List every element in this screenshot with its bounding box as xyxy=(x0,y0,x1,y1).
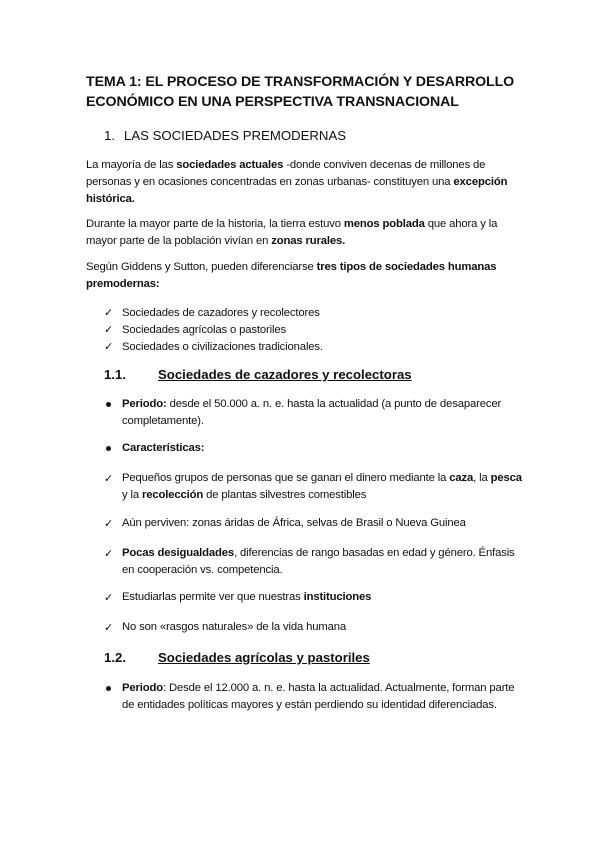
check-mark-icon: ✓ xyxy=(104,517,114,530)
list-item-text: Sociedades de cazadores y recolectores xyxy=(122,307,320,319)
check-mark-icon: ✓ xyxy=(104,472,114,485)
bullet-icon xyxy=(106,686,111,691)
check-mark-icon: ✓ xyxy=(104,621,114,634)
section-number: 1. xyxy=(104,128,115,143)
bold-run: Periodo xyxy=(122,682,164,694)
list-item xyxy=(104,338,524,355)
check-mark-icon: ✓ xyxy=(104,547,114,560)
bold-run: instituciones xyxy=(303,591,372,603)
list-item-text: No son «rasgos naturales» de la vida humana xyxy=(122,621,347,633)
list-item-text: Aún perviven: zonas áridas de África, selvas de Brasil o Nueva Guinea xyxy=(122,517,466,529)
check-mark-icon: ✓ xyxy=(104,323,114,336)
subsection-heading-text: Sociedades de cazadores y recolectoras xyxy=(158,367,412,382)
bold-run: menos poblada xyxy=(343,218,425,230)
subsection-number: 1.1. xyxy=(104,367,126,382)
bold-run: excepción histórica. xyxy=(86,176,508,205)
caracteristicas-item xyxy=(104,440,524,457)
bold-run: Pocas desigualdades xyxy=(122,547,235,559)
society-types-list xyxy=(104,304,524,355)
check-mark-icon: ✓ xyxy=(104,306,114,319)
list-item xyxy=(104,619,524,636)
paragraph-sociedades-actuales xyxy=(86,157,526,208)
text-run: desde el 50.000 a. n. e. hasta la actualidad (a punto de desaparecer completamente). xyxy=(122,398,502,427)
list-item xyxy=(104,589,524,606)
paragraph-historia xyxy=(86,216,526,250)
bold-run: tres tipos de sociedades humanas premodernas: xyxy=(86,261,497,290)
bold-run: zonas rurales. xyxy=(271,235,346,247)
periodo-item xyxy=(104,680,524,714)
list-item xyxy=(104,321,524,338)
section-heading-1 xyxy=(104,127,346,144)
text-run: , la xyxy=(473,472,491,484)
paragraph-giddens xyxy=(86,259,526,293)
bold-run: sociedades actuales xyxy=(176,159,284,171)
bullet-icon xyxy=(106,446,111,451)
text-run: que ahora y la mayor parte de la población vivían en xyxy=(86,218,498,247)
bullet-icon xyxy=(106,402,111,407)
bold-run: pesca xyxy=(490,472,522,484)
section-heading-text: LAS SOCIEDADES PREMODERNAS xyxy=(124,128,347,143)
subsection-heading-text: Sociedades agrícolas y pastoriles xyxy=(158,650,370,665)
text-run: , diferencias de rango basadas en edad y género. Énfasis en cooperación vs. competencia. xyxy=(122,547,515,576)
text-run: Durante la mayor parte de la historia, la tierra estuvo xyxy=(86,218,344,230)
list-item-text: Sociedades agrícolas o pastoriles xyxy=(122,324,286,336)
text-run: : Desde el 12.000 a. n. e. hasta la actualidad. Actualmente, forman parte de entidades políticas mayores y están perdiendo su identidad diferenciadas. xyxy=(122,682,515,711)
text-run: Estudiarlas permite ver que nuestras xyxy=(122,591,304,603)
list-item xyxy=(104,545,524,579)
text-run: de plantas silvestres comestibles xyxy=(203,489,367,501)
check-mark-icon: ✓ xyxy=(104,591,114,604)
text-run: -donde conviven decenas de millones de personas y en ocasiones concentradas en zonas urbanas- constituyen una xyxy=(86,159,486,188)
text-run: y la xyxy=(122,489,142,501)
list-item xyxy=(104,515,524,532)
document-title: TEMA 1: EL PROCESO DE TRANSFORMACIÓN Y DESARROLLO ECONÓMICO EN UNA PERSPECTIVA TRANSNACIONAL xyxy=(86,74,515,110)
subsection-heading-1-2 xyxy=(104,649,370,667)
text-run: La mayoría de las xyxy=(86,159,177,171)
subsection-heading-1-1 xyxy=(104,366,412,384)
bold-run: Periodo: xyxy=(122,398,167,410)
subsection-number: 1.2. xyxy=(104,650,126,665)
list-item-text: Sociedades o civilizaciones tradicionales. xyxy=(122,341,323,353)
check-mark-icon: ✓ xyxy=(104,340,114,353)
bold-run: caza xyxy=(449,472,474,484)
list-item xyxy=(104,470,524,504)
text-run: Pequeños grupos de personas que se ganan el dinero mediante la xyxy=(122,472,450,484)
text-run: Según Giddens y Sutton, pueden diferenciarse xyxy=(86,261,317,273)
bold-run: recolección xyxy=(141,489,204,501)
list-item xyxy=(104,304,524,321)
periodo-item xyxy=(104,396,524,430)
bold-run: Características: xyxy=(122,442,205,454)
